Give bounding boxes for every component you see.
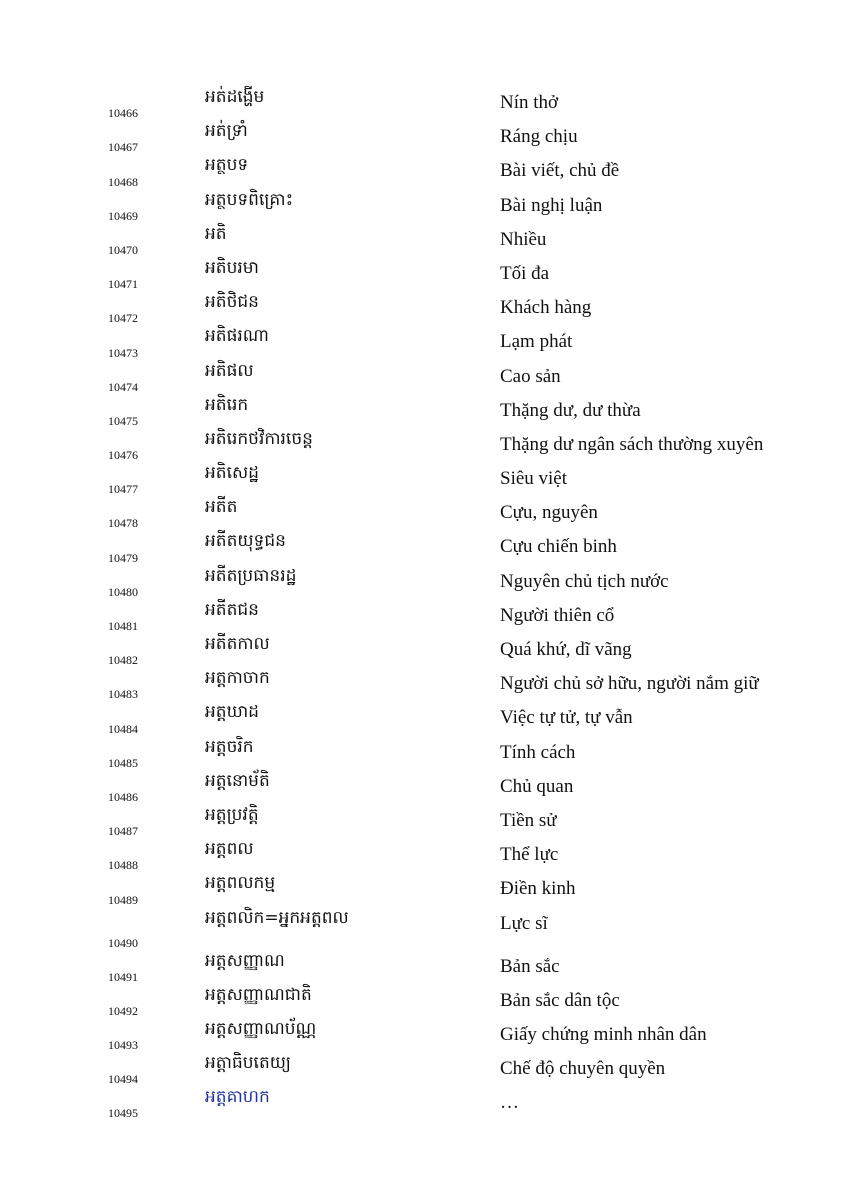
vietnamese-translation: Giấy chứng minh nhân dân [500, 1023, 707, 1045]
vietnamese-translation: Người thiên cổ [500, 604, 615, 626]
entry-number: 10483 [108, 687, 138, 702]
entry-row [0, 804, 848, 838]
entry-number: 10475 [108, 413, 138, 428]
entry-number: 10478 [108, 516, 138, 531]
khmer-term: អត្តពលិក=អ្នកអត្តពល [205, 907, 349, 928]
entry-number: 10480 [108, 584, 138, 599]
khmer-term: អត្តប្រវត្តិ [205, 804, 259, 825]
entry-row [0, 257, 848, 291]
entry-number: 10469 [108, 208, 138, 223]
entry-number: 10491 [108, 969, 138, 984]
vietnamese-translation: Cao sản [500, 365, 561, 387]
entry-number: 10487 [108, 824, 138, 839]
vietnamese-translation: Nhiều [500, 228, 547, 250]
vietnamese-translation: Siêu việt [500, 468, 568, 490]
khmer-term: អត្តនោម័តិ [205, 770, 270, 791]
entry-number: 10472 [108, 311, 138, 326]
vietnamese-translation: Chủ quan [500, 775, 574, 797]
dictionary-entries [0, 86, 848, 1120]
entry-row [0, 291, 848, 325]
entry-number: 10485 [108, 755, 138, 770]
entry-number: 10466 [108, 106, 138, 121]
khmer-term: អត្តឃាដ [205, 702, 259, 723]
khmer-term: អត្ថបទពិគ្រោះ [205, 189, 294, 210]
khmer-term: អតីតយុទ្ធជន [205, 531, 286, 552]
vietnamese-translation: Cựu chiến binh [500, 536, 617, 558]
entry-row [0, 770, 848, 804]
vietnamese-translation: Nín thở [500, 92, 559, 113]
vietnamese-translation: Thặng dư, dư thừa [500, 399, 641, 421]
entry-row [0, 530, 848, 564]
khmer-term: អត្តកាចាក [205, 668, 270, 689]
vietnamese-translation: Thặng dư ngân sách thường xuyên [500, 433, 764, 455]
vietnamese-translation: Bản sắc [500, 955, 560, 977]
khmer-term: អត្តចរិក [205, 736, 254, 757]
entry-row [0, 223, 848, 257]
khmer-term: អត្តពល [205, 839, 254, 860]
entry-row [0, 325, 848, 359]
khmer-term: អត្ថបទ [205, 155, 249, 176]
entry-number: 10477 [108, 482, 138, 497]
khmer-term: អត្តសញ្ញាណ [205, 950, 285, 971]
entry-row [0, 950, 848, 984]
entry-number: 10470 [108, 242, 138, 257]
entry-row [0, 1052, 848, 1086]
entry-number: 10489 [108, 892, 138, 907]
khmer-term: អតិផរណា [205, 326, 269, 347]
entry-row [0, 872, 848, 906]
entry-row [0, 120, 848, 154]
entry-row [0, 1086, 848, 1120]
vietnamese-translation: Tối đa [500, 262, 550, 284]
entry-row [0, 907, 848, 950]
khmer-term: អត្តពលកម្ម [205, 873, 276, 894]
khmer-term: អតិរេក [205, 394, 249, 415]
vietnamese-translation: Chế độ chuyên quyền [500, 1058, 666, 1080]
entry-row [0, 633, 848, 667]
entry-number: 10479 [108, 550, 138, 565]
khmer-term: អតីត [205, 497, 238, 518]
vietnamese-translation: … [500, 1092, 519, 1114]
entry-number: 10474 [108, 379, 138, 394]
vietnamese-translation: Lực sĩ [500, 912, 548, 934]
khmer-term: អត្តសញ្ញាណប័ណ្ណ [205, 1018, 317, 1039]
vietnamese-translation: Người chủ sở hữu, người nắm giữ [500, 673, 759, 695]
vietnamese-translation: Việc tự tử, tự vẫn [500, 707, 633, 729]
vietnamese-translation: Lạm phát [500, 331, 573, 353]
khmer-term: អត់ទ្រាំ [205, 121, 248, 142]
vietnamese-translation: Tính cách [500, 741, 576, 763]
vietnamese-translation: Bài viết, chủ đề [500, 160, 620, 182]
entry-number: 10473 [108, 345, 138, 360]
entry-number: 10492 [108, 1003, 138, 1018]
vietnamese-translation: Bản sắc dân tộc [500, 989, 620, 1011]
entry-number: 10486 [108, 789, 138, 804]
khmer-term: អតិបរមា [205, 257, 259, 278]
entry-number: 10494 [108, 1072, 138, 1087]
entry-number: 10484 [108, 721, 138, 736]
entry-number: 10481 [108, 619, 138, 633]
khmer-term: អតិរេកថវិការចេន្ត [205, 428, 313, 449]
entry-number: 10493 [108, 1038, 138, 1053]
entry-row [0, 86, 848, 120]
entry-row [0, 496, 848, 530]
entry-row [0, 394, 848, 428]
entry-row [0, 838, 848, 872]
vietnamese-translation: Quá khứ, dĩ vãng [500, 639, 632, 660]
khmer-term: អត្តាធិបតេយ្យ [205, 1053, 291, 1074]
khmer-term: អតីតកាល [205, 634, 270, 654]
entry-row [0, 565, 848, 599]
vietnamese-translation: Thể lực [500, 844, 559, 866]
khmer-term: អតិសេដ្ឋ [205, 463, 259, 484]
entry-row [0, 360, 848, 394]
khmer-term: អតិថិជន [205, 292, 259, 313]
vietnamese-translation: Ráng chịu [500, 126, 578, 148]
khmer-term: អត្តគាហក [205, 1087, 270, 1108]
entry-number: 10476 [108, 448, 138, 463]
entry-row [0, 736, 848, 770]
khmer-term: អតីតប្រធានរដ្ឋ [205, 565, 297, 586]
entry-row [0, 1018, 848, 1052]
entry-row [0, 984, 848, 1018]
vietnamese-translation: Tiền sử [500, 809, 557, 831]
entry-number: 10471 [108, 277, 138, 292]
entry-row [0, 462, 848, 496]
khmer-term: អតិផល [205, 360, 254, 381]
vietnamese-translation: Điền kinh [500, 878, 576, 900]
vietnamese-translation: Cựu, nguyên [500, 502, 598, 524]
entry-row [0, 701, 848, 735]
entry-row [0, 154, 848, 188]
khmer-term: អត់ដង្ហើម [205, 87, 265, 107]
vietnamese-translation: Nguyên chủ tịch nước [500, 570, 669, 592]
khmer-term: អតិ [205, 223, 227, 244]
entry-number: 10488 [108, 858, 138, 873]
vietnamese-translation: Bài nghị luận [500, 194, 603, 216]
entry-number: 10482 [108, 653, 138, 668]
entry-number: 10467 [108, 140, 138, 155]
entry-number: 10468 [108, 174, 138, 189]
vietnamese-translation: Khách hàng [500, 297, 592, 319]
entry-row [0, 599, 848, 633]
khmer-term: អត្តសញ្ញាណជាតិ [205, 984, 312, 1005]
entry-number: 10490 [108, 935, 138, 950]
entry-number: 10495 [108, 1106, 138, 1121]
khmer-term: អតីតជន [205, 599, 259, 620]
entry-row [0, 428, 848, 462]
entry-row [0, 189, 848, 223]
entry-row [0, 667, 848, 701]
